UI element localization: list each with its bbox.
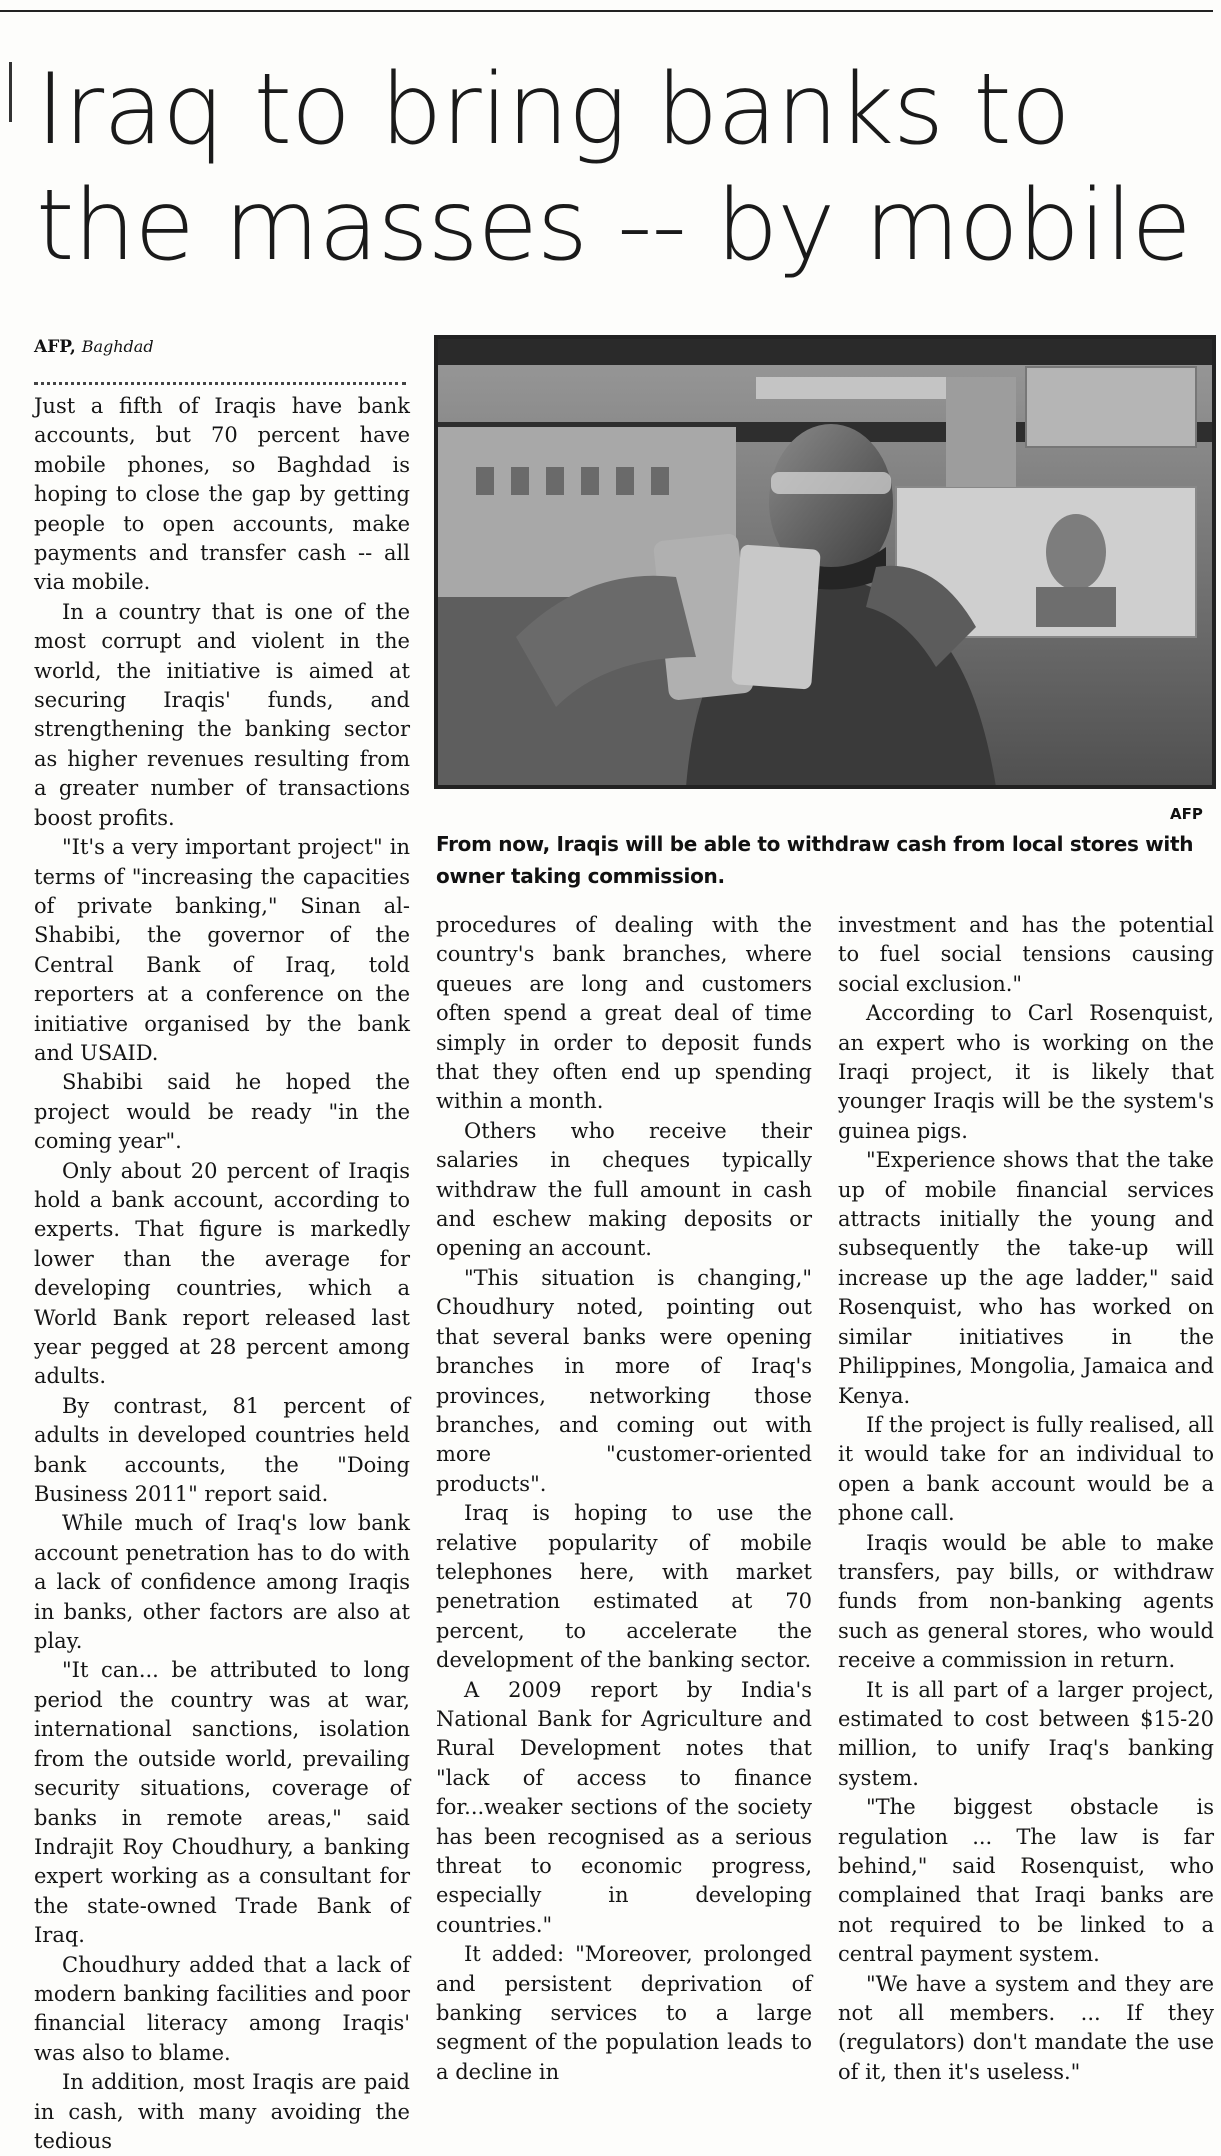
paragraph: In a country that is one of the most corrupt and violent in the world, the initiative is aimed at securing Iraqis' funds, and strengthening the banking sector as higher revenues resulting from a greater number of transactions boost profits. — [34, 599, 410, 830]
paragraph: A 2009 report by India's National Bank for Agriculture and Rural Development notes that "lack of access to finance for...weaker sections of the society has been recognised as a serious threat to economic progress, especially in developing countries." — [436, 1677, 812, 1937]
paragraph: It added: "Moreover, prolonged and persistent deprivation of banking services to a large segment of the population leads to a decline in — [436, 1942, 812, 2084]
paragraph: procedures of dealing with the country's bank branches, where queues are long and customers often spend a great deal of time simply in order to deposit funds that they often end up spending within a month. — [436, 913, 812, 1114]
byline: AFP, Baghdad — [34, 337, 154, 357]
column-2 — [436, 911, 812, 2087]
paragraph: It is all part of a larger project, estimated to cost between $15-20 million, to unify Iraq's banking system. — [838, 1677, 1214, 1790]
paragraph: Iraqis would be able to make transfers, pay bills, or withdraw funds from non-banking agents such as general stores, who would receive a commission in return. — [838, 1530, 1214, 1673]
paragraph: Just a fifth of Iraqis have bank accounts, but 70 percent have mobile phones, so Baghdad is hoping to close the gap by getting people to open accounts, make payments and transfer cash -- all via mobile. — [34, 394, 410, 595]
paragraph: "We have a system and they are not all members. ... If they (regulators) don't mandate the use of it, then it's useless." — [838, 1971, 1214, 2084]
paragraph: "It can... be attributed to long period the country was at war, international sanctions, isolation from the outside world, prevailing security situations, coverage of banks in remote areas," said Indrajit Roy Choudhury, a banking expert working as a consultant for the state-owned Trade Bank of Iraq. — [34, 1658, 410, 1948]
photo-credit: AFP — [1170, 805, 1203, 823]
paragraph: Iraq is hoping to use the relative popularity of mobile telephones here, with market penetration estimated at 70 percent, to accelerate the development of the banking sector. — [436, 1501, 812, 1673]
byline-place: Baghdad — [81, 337, 154, 356]
paragraph: Others who receive their salaries in cheques typically withdraw the full amount in cash and eschew making deposits or opening an account. — [436, 1118, 812, 1261]
headline: Iraq to bring banks to the masses -- by mobile — [36, 53, 1191, 283]
news-photo — [436, 337, 1214, 787]
top-rule — [0, 10, 1213, 12]
paragraph: While much of Iraq's low bank account penetration has to do with a lack of confidence among Iraqis in banks, other factors are also at play. — [34, 1511, 410, 1654]
paragraph: In addition, most Iraqis are paid in cash, with many avoiding the tedious — [34, 2070, 410, 2153]
paragraph: "This situation is changing," Choudhury noted, pointing out that several banks were opening branches in more of Iraq's provinces, networking those branches, and coming out with more "customer-oriented products". — [436, 1265, 812, 1496]
paragraph: If the project is fully realised, all it would take for an individual to open a bank account would be a phone call. — [838, 1412, 1214, 1526]
photo-caption: From now, Iraqis will be able to withdraw cash from local stores with owner taking commission. — [436, 832, 1194, 888]
paragraph: Choudhury added that a lack of modern banking facilities and poor financial literacy among Iraqis' was also to blame. — [34, 1952, 410, 2065]
paragraph: Shabibi said he hoped the project would be ready "in the coming year". — [34, 1070, 410, 1154]
left-accent-rule — [9, 62, 12, 122]
byline-agency: AFP — [34, 337, 70, 357]
paragraph: According to Carl Rosenquist, an expert who is working on the Iraqi project, it is likely that younger Iraqis will be the system's guinea pigs. — [838, 1001, 1214, 1143]
paragraph: "Experience shows that the take up of mobile financial services attracts initially the young and subsequently the take-up will increase up the age ladder," said Rosenquist, who has worked on similar initiatives in the Philippines, Mongolia, Jamaica and Kenya. — [838, 1148, 1214, 1408]
paragraph: Only about 20 percent of Iraqis hold a bank account, according to experts. That figure is markedly lower than the average for developing countries, which a World Bank report released last year pegged at 28 percent among adults. — [34, 1158, 410, 1389]
column-1 — [34, 392, 410, 2156]
paragraph: By contrast, 81 percent of adults in developed countries held bank accounts, the "Doing Business 2011" report said. — [34, 1393, 410, 1507]
dotted-divider — [34, 382, 406, 385]
column-3 — [838, 911, 1214, 2087]
paragraph: investment and has the potential to fuel social tensions causing social exclusion." — [838, 913, 1214, 996]
paragraph: "It's a very important project" in terms of "increasing the capacities of private banking," Sinan al-Shabibi, the governor of the Central Bank of Iraq, told reporters at a conference on the initiative organised by the bank and USAID. — [34, 835, 410, 1065]
photo-illustration — [436, 337, 1214, 787]
paragraph: "The biggest obstacle is regulation ... The law is far behind," said Rosenquist, who complained that Iraqi banks are not required to be linked to a central payment system. — [838, 1795, 1214, 1967]
